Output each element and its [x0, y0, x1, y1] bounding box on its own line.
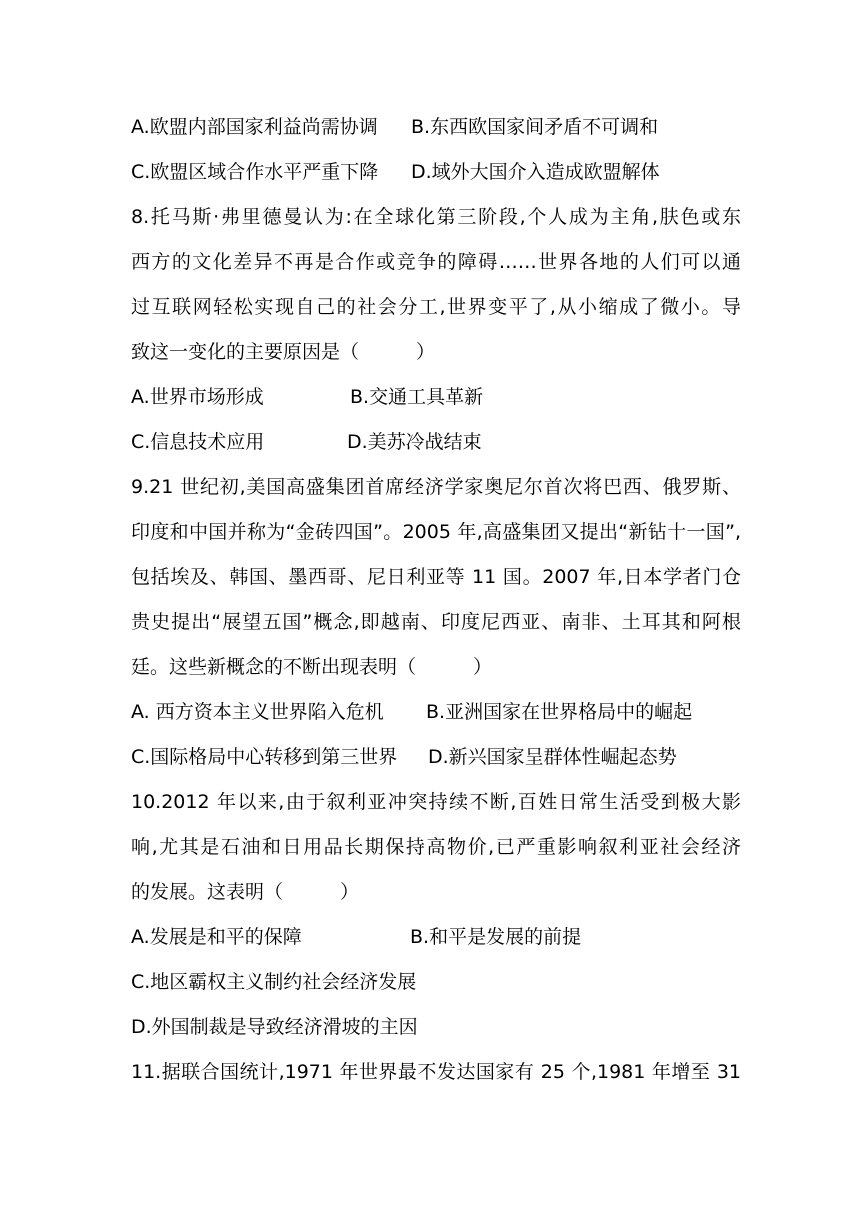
q9-stem-line-4: 贵史提出“展望五国”概念,即越南、印度尼西亚、南非、土耳其和阿根: [131, 611, 741, 633]
q8-option-d: D.美苏冷战结束: [347, 431, 482, 453]
q9-stem-line-3: 包括埃及、韩国、墨西哥、尼日利亚等 11 国。2007 年,日本学者门仓: [131, 566, 741, 588]
q7-option-b: B.东西欧国家间矛盾不可调和: [411, 116, 659, 138]
q10-option-b: B.和平是发展的前提: [410, 926, 582, 948]
q10-option-c: C.地区霸权主义制约社会经济发展: [131, 971, 417, 993]
q9-stem-line-2: 印度和中国并称为“金砖四国”。2005 年,高盛集团又提出“新钻十一国”,: [131, 521, 741, 543]
q8-option-row-ab: [131, 384, 741, 410]
q9-option-row-ab: [131, 699, 741, 725]
q7-option-c: C.欧盟区域合作水平严重下降: [131, 161, 379, 183]
q7-option-row-ab: [131, 114, 741, 140]
q10-stem-line-1: 10.2012 年以来,由于叙利亚冲突持续不断,百姓日常生活受到极大影: [131, 791, 741, 813]
q10-stem-line-3: 的发展。这表明（ ）: [131, 881, 360, 903]
q9-option-row-cd: [131, 744, 741, 770]
q8-option-a: A.世界市场形成: [131, 386, 264, 408]
q7-option-row-cd: [131, 159, 741, 185]
q8-option-row-cd: [131, 429, 741, 455]
q8-option-b: B.交通工具革新: [350, 386, 484, 408]
q10-option-d: D.外国制裁是导致经济滑坡的主因: [131, 1016, 418, 1038]
q9-stem-line-1: 9.21 世纪初,美国高盛集团首席经济学家奥尼尔首次将巴西、俄罗斯、: [131, 476, 741, 498]
q8-option-c: C.信息技术应用: [131, 431, 265, 453]
q11-stem-line-1: 11.据联合国统计,1971 年世界最不发达国家有 25 个,1981 年增至 31: [131, 1061, 741, 1083]
q10-option-row-ab: [131, 924, 741, 950]
q9-option-d: D.新兴国家呈群体性崛起态势: [428, 746, 677, 768]
q8-stem-line-1: 8.托马斯·弗里德曼认为:在全球化第三阶段,个人成为主角,肤色或东: [131, 206, 741, 228]
q9-option-b: B.亚洲国家在世界格局中的崛起: [426, 701, 693, 723]
q10-stem-line-2: 响,尤其是石油和日用品长期保持高物价,已严重影响叙利亚社会经济: [131, 836, 741, 858]
q9-option-c: C.国际格局中心转移到第三世界: [131, 746, 398, 768]
q8-stem-line-4: 致这一变化的主要原因是（ ）: [131, 341, 436, 363]
q9-option-a: A. 西方资本主义世界陷入危机: [131, 701, 384, 723]
q8-stem-line-3: 过互联网轻松实现自己的社会分工,世界变平了,从小缩成了微小。导: [131, 296, 741, 318]
q7-option-a: A.欧盟内部国家利益尚需协调: [131, 116, 378, 138]
q10-option-a: A.发展是和平的保障: [131, 926, 302, 948]
q7-option-d: D.域外大国介入造成欧盟解体: [411, 161, 660, 183]
q8-stem-line-2: 西方的文化差异不再是合作或竞争的障碍……世界各地的人们可以通: [131, 251, 741, 273]
q9-stem-line-5: 廷。这些新概念的不断出现表明（ ）: [131, 656, 493, 678]
